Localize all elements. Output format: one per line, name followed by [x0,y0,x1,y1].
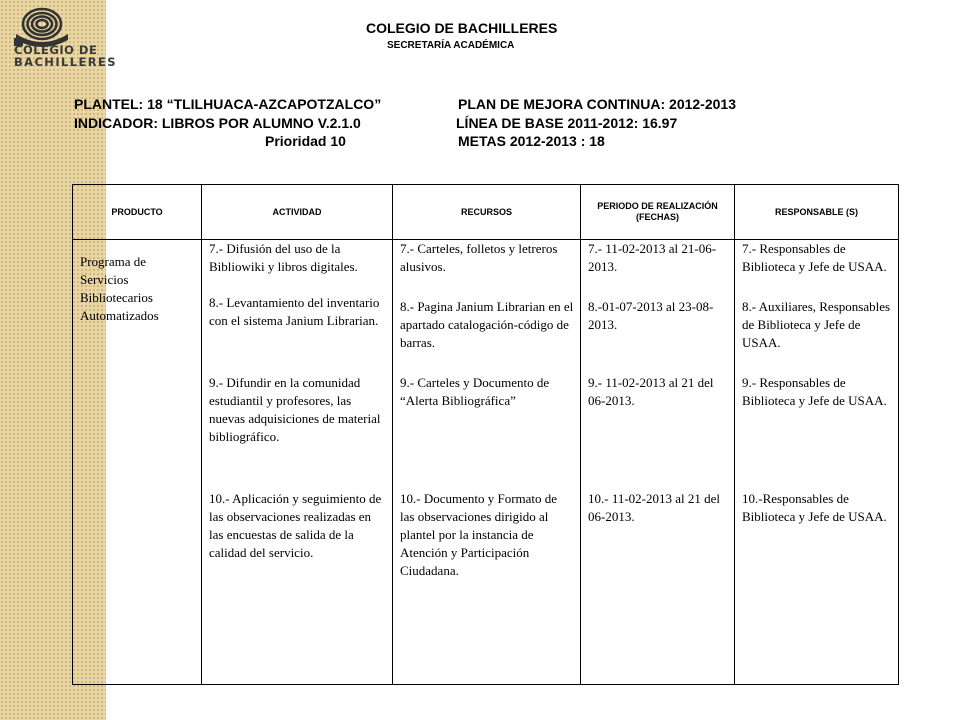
logo-text-line1: COLEGIO DE [14,43,98,57]
column-header-responsable: RESPONSABLE (S) [735,185,899,240]
prioridad-label: Prioridad 10 [265,133,346,149]
recursos-item: 7.- Carteles, folletos y letreros alusivos. [400,241,558,274]
improvement-plan-table [72,184,899,685]
responsable-item: 10.-Responsables de Biblioteca y Jefe de USAA. [742,491,887,524]
cell-recursos [393,240,581,685]
actividad-item: 7.- Difusión del uso de la Bibliowiki y libros digitales. [209,241,358,274]
table-row [73,240,899,685]
column-header-actividad: ACTIVIDAD [202,185,393,240]
periodo-item: 10.- 11-02-2013 al 21 del 06-2013. [588,491,721,524]
cell-periodo [581,240,735,685]
actividad-item: 8.- Levantamiento del inventario con el sistema Janium Librarian. [209,295,380,328]
column-header-periodo: PERIODO DE REALIZACIÓN (FECHAS) [581,185,735,240]
producto-text: Programa de Servicios Bibliotecarios Automatizados [80,254,159,323]
recursos-item: 8.- Pagina Janium Librarian en el apartado catalogación-código de barras. [400,299,574,350]
cell-producto [73,240,202,685]
periodo-item: 8.-01-07-2013 al 23-08-2013. [588,299,714,332]
logo-text-line2: BACHILLERES [14,55,117,69]
plan-label: PLAN DE MEJORA CONTINUA: 2012-2013 [458,96,736,112]
indicador-label: INDICADOR: LIBROS POR ALUMNO V.2.1.0 [74,115,361,131]
responsable-item: 8.- Auxiliares, Responsables de Biblioteca y Jefe de USAA. [742,299,891,350]
column-header-recursos: RECURSOS [393,185,581,240]
header-title: COLEGIO DE BACHILLERES [366,20,558,36]
linea-base-label: LÍNEA DE BASE 2011-2012: 16.97 [456,115,678,131]
cell-responsable [735,240,899,685]
responsable-item: 7.- Responsables de Biblioteca y Jefe de USAA. [742,241,887,274]
header-subtitle: SECRETARÍA ACADÉMICA [387,40,515,51]
recursos-item: 10.- Documento y Formato de las observaciones dirigido al plantel por la instancia de Atención y Participación Ciudadana. [400,491,558,578]
metas-label: METAS 2012-2013 : 18 [458,133,605,149]
responsable-item: 9.- Responsables de Biblioteca y Jefe de USAA. [742,375,887,408]
column-header-producto: PRODUCTO [73,185,202,240]
cell-actividad [202,240,393,685]
periodo-item: 9.- 11-02-2013 al 21 del 06-2013. [588,375,714,408]
logo-text [14,44,134,68]
actividad-item: 9.- Difundir en la comunidad estudiantil y profesores, las nuevas adquisiciones de material bibliográfico. [209,375,381,444]
recursos-item: 9.- Carteles y Documento de “Alerta Bibliográfica” [400,375,550,408]
plantel-label: PLANTEL: 18 “TLILHUACA-AZCAPOTZALCO” [74,96,382,112]
table-header-row [73,185,899,240]
periodo-item: 7.- 11-02-2013 al 21-06-2013. [588,241,717,274]
actividad-item: 10.- Aplicación y seguimiento de las observaciones realizadas en las encuestas de salida de la calidad del servicio. [209,491,382,560]
